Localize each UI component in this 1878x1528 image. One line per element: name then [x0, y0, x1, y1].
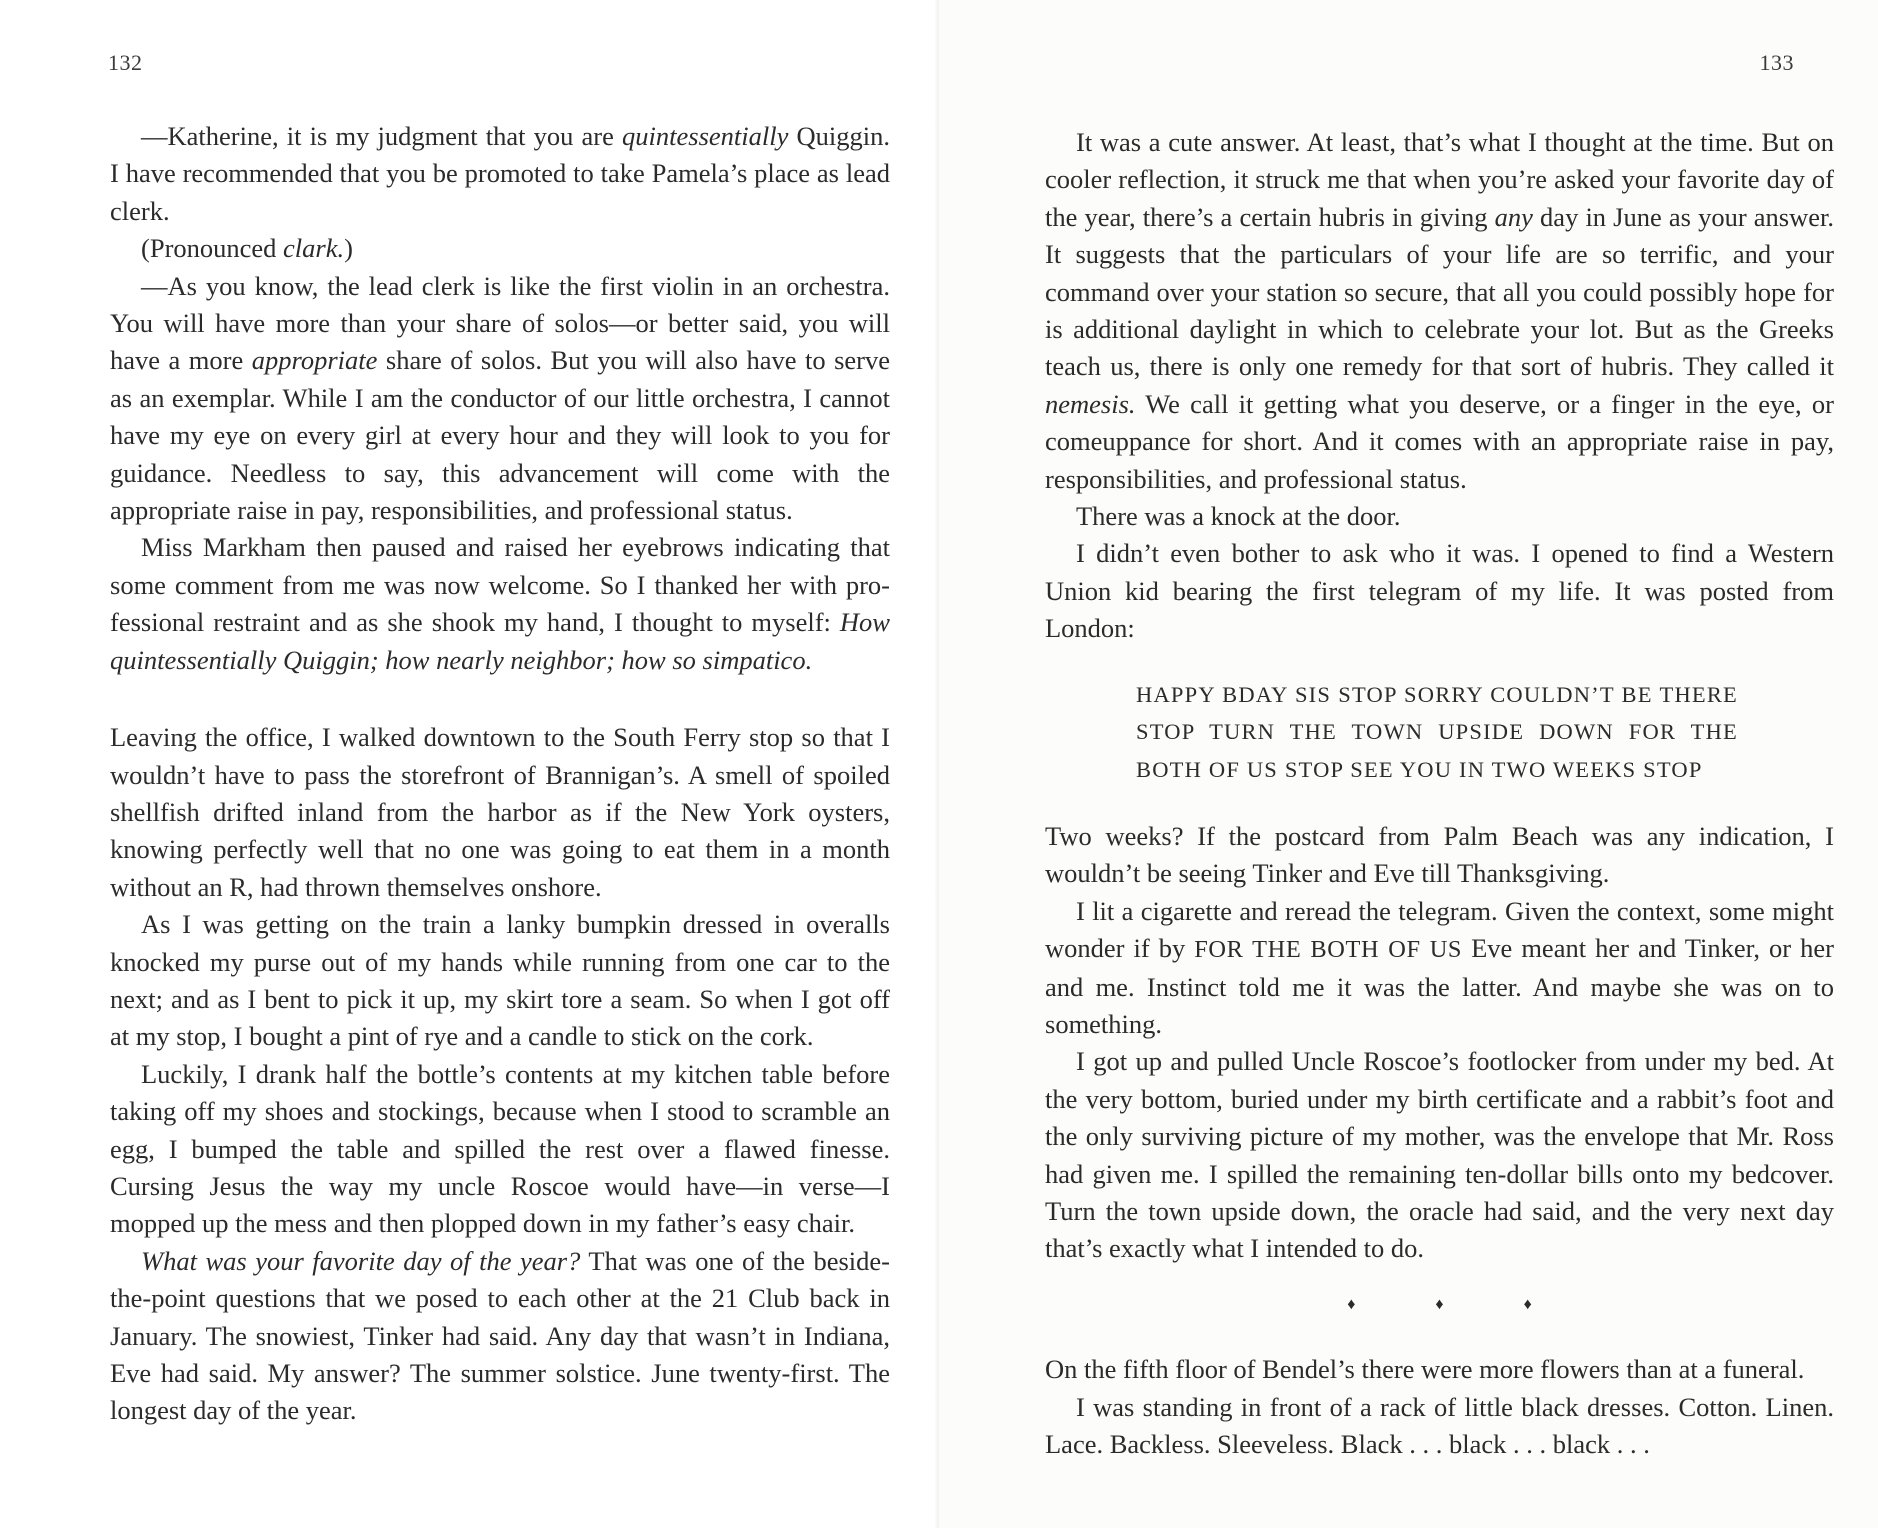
paragraph: Miss Markham then paused and raised her eyebrows indicating that some comment from me was now welcome. So I thanked her with professional restraint and as she shook my hand, I thought to myself: How quintessentially Quiggin; how nearly neighbor; how so simpatico. [110, 532, 890, 675]
page-number-left: 132 [108, 50, 143, 75]
paragraph: There was a knock at the door. [1076, 501, 1401, 532]
telegram-text: HAPPY BDAY SIS STOP SORRY COULDN’T BE THERE STOP TURN THE TOWN UPSIDE DOWN FOR THE BOTH OF US STOP SEE YOU IN TWO WEEKS STOP [1136, 681, 1738, 782]
right-page-body [1045, 124, 1834, 1463]
section-break-ornament: ♦ ♦ ♦ [1347, 1295, 1570, 1313]
paragraph: On the fifth floor of Bendel’s there were more flowers than at a funeral. [1045, 1354, 1805, 1385]
right-page [939, 0, 1878, 1528]
paragraph: I got up and pulled Uncle Roscoe’s footlocker from under my bed. At the very bottom, buried under my birth certificate and a rabbit’s foot and the only surviving picture of my mother, was the envelope that Mr. Ross had given me. I spilled the remaining ten-dollar bills onto my bedcover. Turn the town upside down, the oracle had said, and the very next day that’s exactly what I intended to do. [1045, 1046, 1834, 1264]
paragraph: —Katherine, it is my judgment that you are quintessentially Quiggin. I have recommended that you be promoted to take Pamela’s place as lead clerk. [110, 121, 890, 226]
paragraph: I didn’t even bother to ask who it was. I opened to find a Western Union kid bearing the first telegram of my life. It was posted from London: [1045, 538, 1834, 644]
paragraph: —As you know, the lead clerk is like the first violin in an orchestra. You will have more than your share of solos—or better said, you will have a more appropriate share of solos. But you will also have to serve as an exemplar. While I am the conductor of our little orchestra, I cannot have my eye on every girl at every hour and they will look to you for guidance. Needless to say, this advancement will come with the appropriate raise in pay, responsibilities, and professional status. [110, 270, 890, 526]
paragraph: It was a cute answer. At least, that’s what I thought at the time. But on cooler reflection, it struck me that when you’re asked your favorite day of the year, there’s a certain hubris in giving any day in June as your answer. It suggests that the particulars of your life are so terrific, and your command over your station so secure, that all you could possibly hope for is additional daylight in which to celebrate your lot. But as the Greeks teach us, there is only one remedy for that sort of hubris. They called it nemesis. We call it getting what you deserve, or a finger in the eye, or comeuppance for short. And it comes with an appropriate raise in pay, responsibilities, and professional status. [1045, 127, 1835, 494]
paragraph: (Pronounced clark.) [141, 233, 353, 264]
paragraph: Leaving the office, I walked downtown to the South Ferry stop so that I wouldn’t have to pass the storefront of Brannigan’s. A smell of spoiled shellfish drifted inland from the harbor as if the New York oysters, knowing perfectly well that no one was going to eat them in a month without an R, had thrown themselves onshore. [110, 722, 890, 902]
paragraph: What was your favorite day of the year? That was one of the beside-the-point questions that we posed to each other at the 21 Club back in January. The snowiest, Tinker had said. Any day that wasn’t in Indiana, Eve had said. My answer? The summer solstice. June twenty-first. The longest day of the year. [110, 1245, 890, 1426]
paragraph: I lit a cigarette and reread the telegram. Given the context, some might wonder if by FOR THE BOTH OF US Eve meant her and Tinker, or her and me. Instinct told me it was the latter. And maybe she was on to something. [1045, 895, 1834, 1039]
paragraph: Luckily, I drank half the bottle’s contents at my kitchen table before taking off my shoes and stockings, because when I stood to scramble an egg, I bumped the table and spilled the rest over a flawed finesse. Cursing Jesus the way my uncle Roscoe would have—in verse—I mopped up the mess and then plopped down in my father’s easy chair. [110, 1058, 890, 1239]
paragraph: As I was getting on the train a lanky bumpkin dressed in overalls knocked my purse out of my hands while running from one car to the next; and as I bent to pick it up, my skirt tore a seam. So when I got off at my stop, I bought a pint of rye and a candle to stick on the cork. [110, 909, 890, 1052]
page-number-right: 133 [1759, 50, 1794, 75]
paragraph: Two weeks? If the postcard from Palm Beach was any indication, I wouldn’t be seeing Tinker and Eve till Thanksgiving. [1045, 820, 1834, 889]
paragraph: I was standing in front of a rack of little black dresses. Cotton. Linen. Lace. Backless. Sleeveless. Black . . . black . . . black . . . [1045, 1391, 1834, 1459]
left-page-body [110, 118, 890, 1430]
